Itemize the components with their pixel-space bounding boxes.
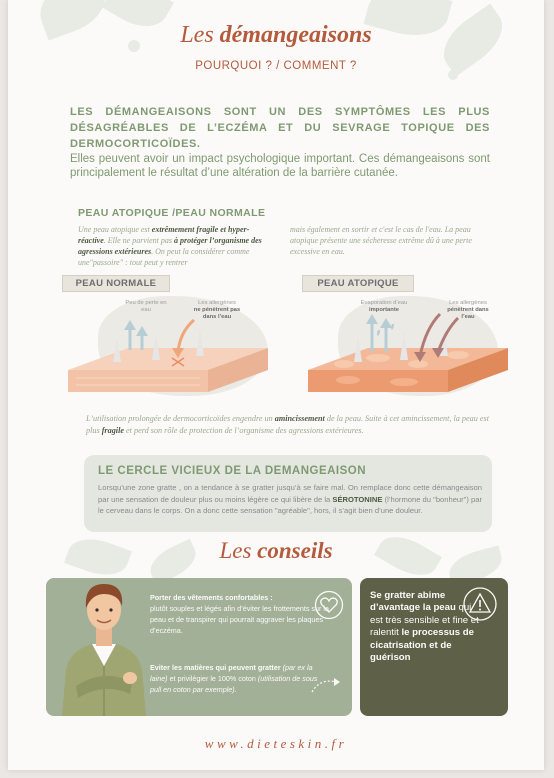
tip-matieres-italic: (par ex la laine) — [150, 663, 313, 683]
peau-column-left — [78, 224, 276, 268]
page-title — [8, 22, 544, 49]
text: L’utilisation prolongée de dermocorticoïdes engendre un — [86, 414, 275, 423]
tip-matieres — [150, 662, 330, 695]
text: Les allergènes — [449, 300, 487, 306]
dashed-arrow-icon — [310, 674, 342, 696]
heart-icon — [314, 590, 344, 620]
text: . Elle ne parvient pas — [103, 236, 174, 245]
text: de la peau. Suite à cet amincissement, la peau est plus — [86, 414, 489, 435]
tip-matieres-italic: (utilisation de sous pull en coton par exemple). — [150, 674, 318, 694]
warning-icon — [462, 586, 498, 622]
emphasis: ne pénètrent pas dans l’eau — [193, 306, 241, 320]
label-peu-de-perte: Peu de perte en eau — [125, 300, 167, 313]
footer-url[interactable]: www.dieteskin.fr — [204, 736, 348, 751]
conseils-title — [8, 538, 544, 564]
emphasis: extrêmement fragile et hyper- réactive — [78, 225, 250, 245]
emphasis: amincissement — [274, 414, 325, 423]
text: (l’hormone du "bonheur") par le cerveau dans le corps. On a donc cette sensation "agréable", hors, il s’agit bien d’une douleur. — [98, 494, 482, 515]
label-evaporation — [354, 300, 414, 314]
warning-text-normal: qui est très sensible et fine et ralentit — [370, 602, 479, 639]
tip-vetements-heading: Porter des vêtements confortables : — [150, 593, 273, 602]
page-subtitle: POURQUOI ? / COMMENT ? — [195, 60, 357, 72]
label-allergenes-atopique — [440, 300, 496, 320]
conseil-vetements-box — [46, 578, 352, 716]
tip-vetements-text: plutôt souples et légés afin d’éviter les frottements sur la peau et de transpirer qui pourrait aggraver les plaques d’eczéma. — [150, 604, 329, 635]
warning-emphasis: le processus de cicatrisation et de guérison — [370, 627, 474, 664]
text: . On peut la considérer comme une"passoire" : tout peut y rentrer — [78, 247, 250, 267]
emphasis: fragile — [101, 426, 124, 435]
person-illustration — [54, 570, 154, 716]
page — [8, 0, 544, 770]
text: et perd son rôle de protection de l’organisme des agressions extérieures. — [124, 426, 364, 435]
section-heading-peau: PEAU ATOPIQUE /PEAU NORMALE — [78, 207, 266, 219]
warning-emphasis: Se gratter abime d’avantage la peau — [370, 590, 456, 614]
intro-paragraph: Elles peuvent avoir un impact psychologique important. Ces démangeaisons sont principalement le résultat d’une altération de la barrière cutanée. — [70, 153, 490, 179]
tip-matieres-heading: Eviter les matières qui peuvent gratter — [150, 663, 281, 672]
cercle-heading: LE CERCLE VICIEUX DE LA DEMANGEAISON — [98, 465, 367, 477]
label-allergenes-normale — [188, 300, 246, 320]
title-prefix: Les — [180, 22, 214, 48]
title-main: démangeaisons — [219, 22, 372, 48]
conseil-gratter-box — [360, 578, 508, 716]
dermocorticoides-caption — [86, 413, 494, 437]
emphasis: à protéger l’organisme des agressions extérieures — [78, 236, 262, 256]
emphasis: importante — [369, 306, 399, 313]
cercle-text — [98, 482, 482, 517]
text: Evaporation d’eau — [360, 300, 408, 306]
intro-bold-paragraph: LES DÉMANGEAISONS SONT UN DES SYMPTÔMES LES PLUS DÉSAGRÉABLES DE L’ECZÉMA ET DU SEVRAGE TOPIQUE DES DERMOCORTICOÏDES. — [70, 106, 490, 150]
peau-column-right: mais également en sortir et c'est le cas de l'eau. La peau atopique présente une sécheresse extrême dû à une perte excessive en eau. — [290, 225, 472, 256]
conseils-main: conseils — [257, 538, 333, 563]
tip-matieres-text: et privilégier le 100% coton — [167, 674, 258, 683]
tag-peau-normale: PEAU NORMALE — [62, 275, 170, 292]
emphasis: SÉROTONINE — [332, 494, 383, 504]
tag-peau-atopique: PEAU ATOPIQUE — [302, 275, 414, 292]
text: Les allergènes — [198, 300, 236, 306]
emphasis: pénètrent dans l’eau — [447, 306, 489, 320]
text: Lorsqu’une zone gratte , on a tendance à se gratter jusqu’à se faire mal. On remplace donc cette démangeaison par une sensation de douleur plus ou moins légère ce qui libère de la — [98, 483, 482, 504]
tip-vetements — [150, 592, 330, 636]
text: Une peau atopique est — [78, 225, 152, 234]
conseils-prefix: Les — [219, 538, 252, 563]
cercle-vicieux-box — [84, 455, 492, 532]
